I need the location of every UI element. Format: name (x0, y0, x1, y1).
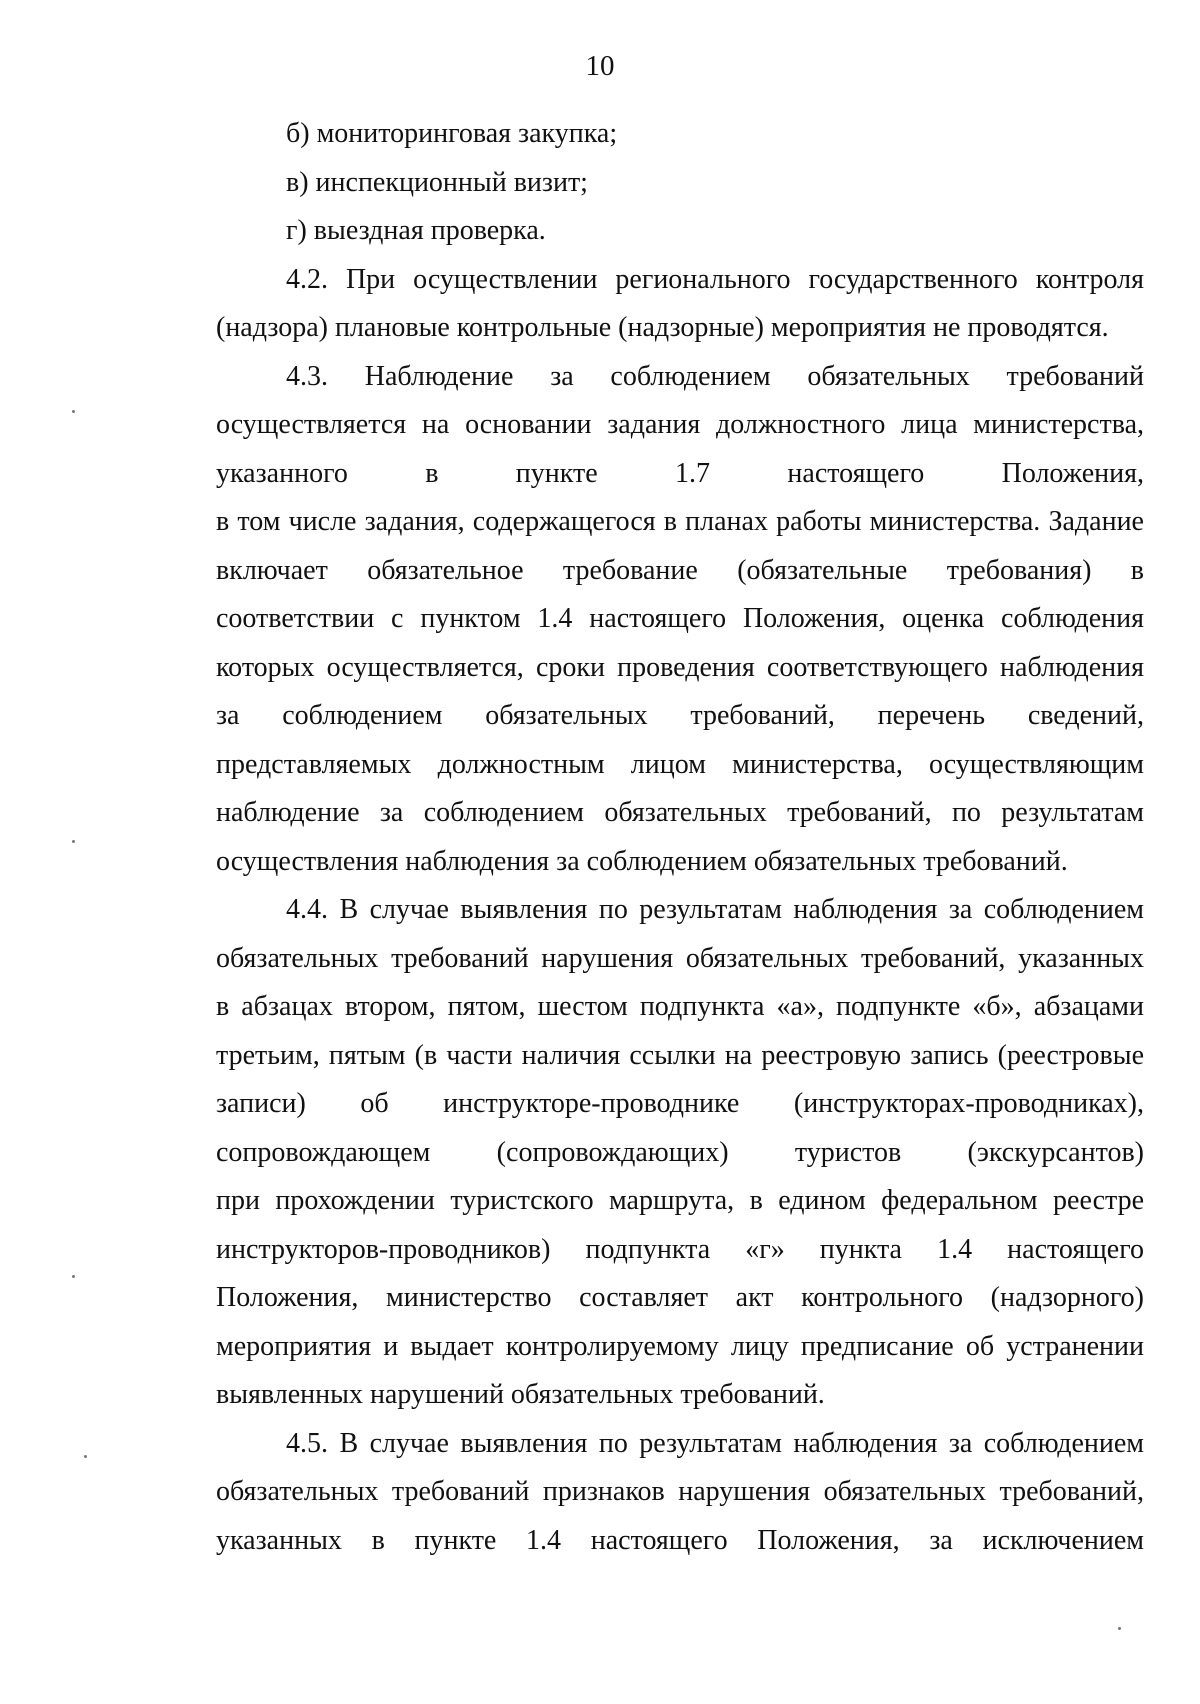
text-line: сопровождающем (сопровождающих) туристов (экскурсантов) (216, 1136, 1144, 1168)
text-line: мероприятия и выдает контролируемому лицу предписание об устранении (216, 1330, 1144, 1362)
text-line: 4.3. Наблюдение за соблюдением обязательных требований (286, 360, 1144, 392)
scan-speck (1118, 1627, 1121, 1630)
text-line: осуществления наблюдения за соблюдением обязательных требований. (216, 845, 1068, 877)
text-line: которых осуществляется, сроки проведения соответствующего наблюдения (216, 651, 1144, 683)
text-line: указанных в пункте 1.4 настоящего Положения, за исключением (216, 1524, 1144, 1556)
text-line: 4.4. В случае выявления по результатам наблюдения за соблюдением (286, 894, 1144, 925)
text-line: инструкторов-проводников) подпункта «г» пункта 1.4 настоящего (216, 1233, 1144, 1265)
scan-speck (72, 840, 75, 843)
text-line: включает обязательное требование (обязательные требования) в (216, 554, 1144, 586)
text-line: в) инспекционный визит; (286, 166, 588, 198)
text-line: (надзора) плановые контрольные (надзорные) мероприятия не проводятся. (216, 312, 1109, 343)
text-line: при прохождении туристского маршрута, в едином федеральном реестре (216, 1185, 1144, 1216)
text-line: Положения, министерство составляет акт контрольного (надзорного) (216, 1282, 1144, 1313)
text-line: соответствии с пунктом 1.4 настоящего Положения, оценка соблюдения (216, 603, 1144, 634)
text-line: обязательных требований признаков нарушения обязательных требований, (216, 1476, 1144, 1507)
scan-speck (84, 1455, 87, 1458)
document-body (216, 110, 1144, 1565)
scan-speck (72, 410, 75, 413)
text-line: в абзацах втором, пятом, шестом подпункта «а», подпункте «б», абзацами (216, 991, 1144, 1022)
scan-speck (72, 1275, 75, 1278)
text-line: 4.2. При осуществлении регионального государственного контроля (286, 263, 1144, 295)
text-line: третьим, пятым (в части наличия ссылки на реестровую запись (реестровые (216, 1039, 1144, 1071)
text-line: записи) об инструкторе-проводнике (инструкторах-проводниках), (216, 1088, 1144, 1119)
text-line: г) выездная проверка. (286, 215, 546, 246)
text-line: обязательных требований нарушения обязательных требований, указанных (216, 942, 1144, 974)
text-line: в том числе задания, содержащегося в планах работы министерства. Задание (216, 506, 1144, 537)
page-number: 10 (585, 50, 615, 82)
text-line: осуществляется на основании задания должностного лица министерства, (216, 409, 1144, 440)
text-line: за соблюдением обязательных требований, перечень сведений, (216, 700, 1144, 731)
text-line: 4.5. В случае выявления по результатам наблюдения за соблюдением (286, 1427, 1144, 1459)
text-line: указанного в пункте 1.7 настоящего Положения, (216, 457, 1144, 489)
text-line: представляемых должностным лицом министерства, осуществляющим (216, 748, 1144, 780)
text-line: б) мониторинговая закупка; (286, 118, 618, 149)
text-line: выявленных нарушений обязательных требований. (216, 1379, 825, 1410)
text-line: наблюдение за соблюдением обязательных требований, по результатам (216, 797, 1144, 828)
